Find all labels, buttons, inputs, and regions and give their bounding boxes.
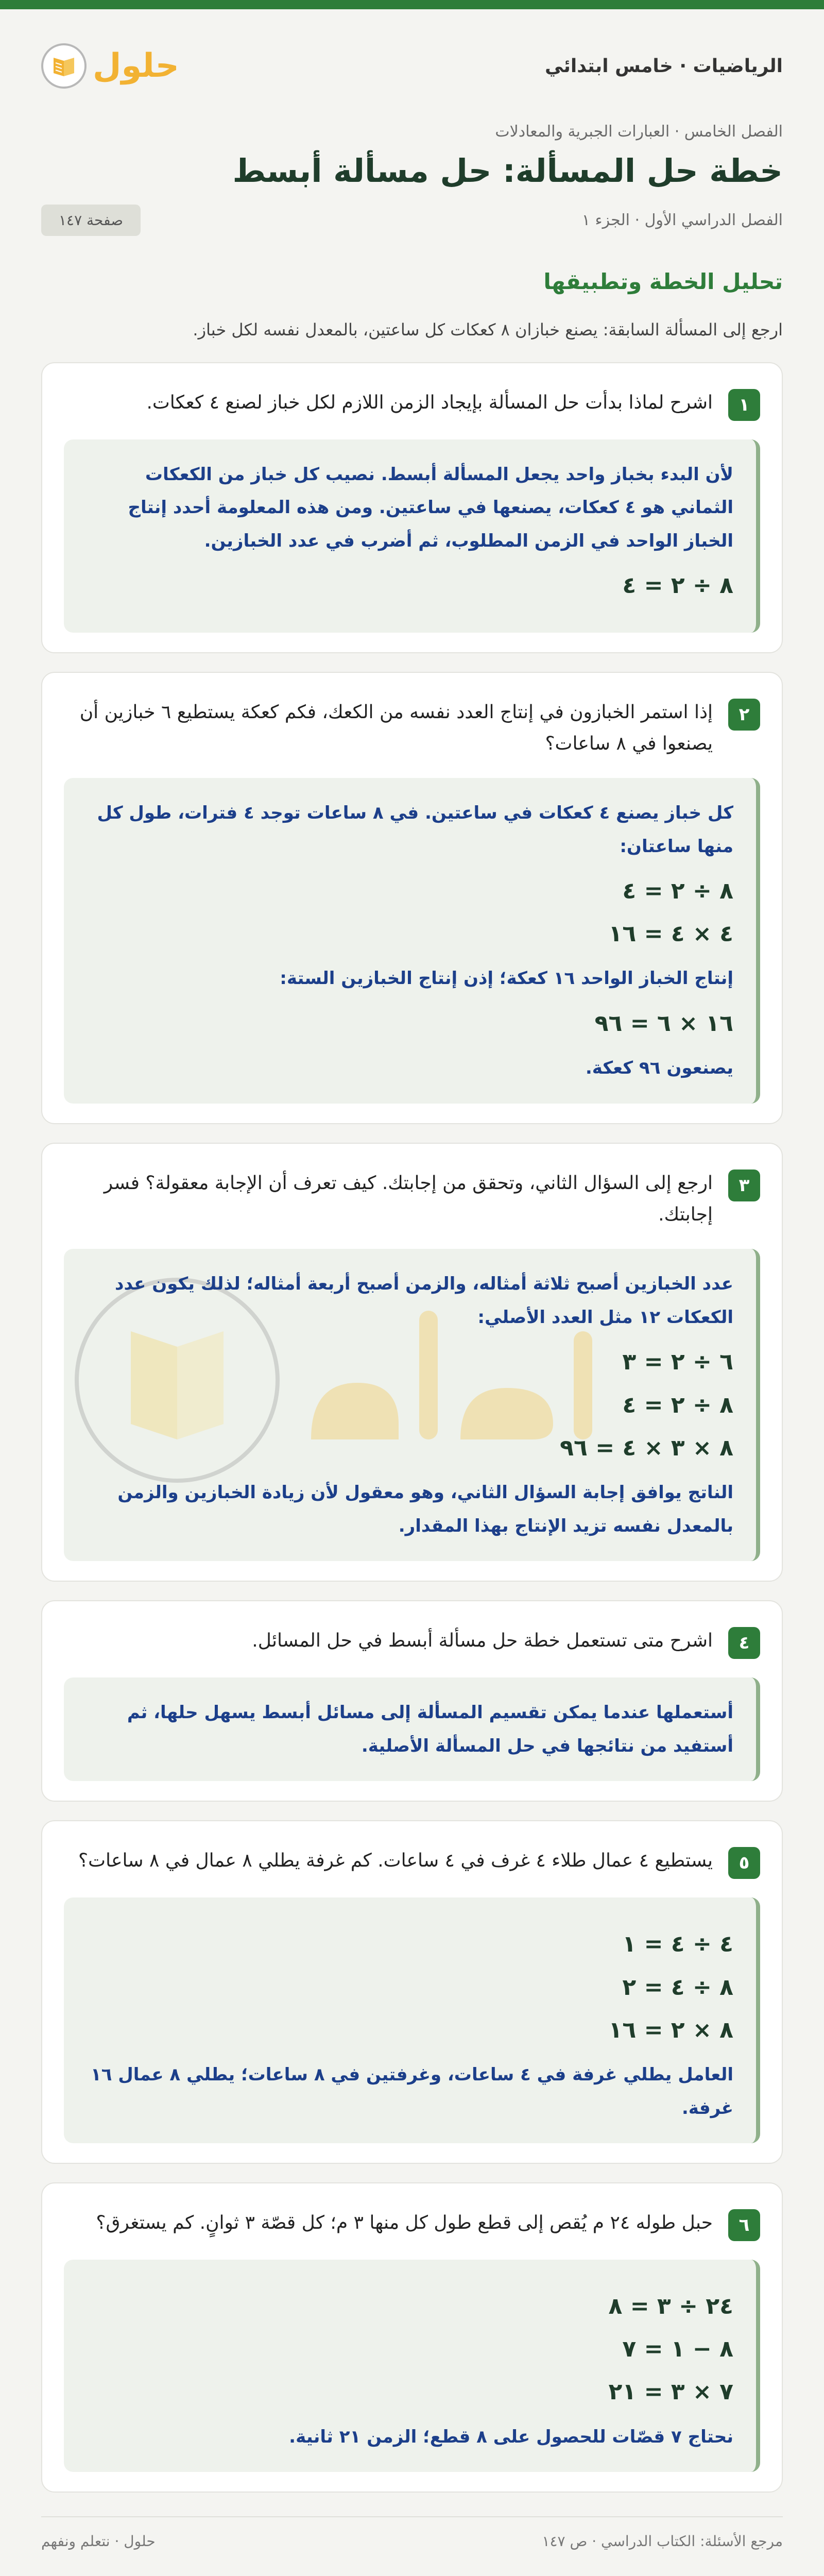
question-card (41, 362, 783, 653)
answer-box (64, 439, 760, 633)
question-card (41, 672, 783, 1124)
answer-text: لأن البدء بخباز واحد يجعل المسألة أبسط. نصيب كل خباز من الكعكات الثماني هو ٤ كعكات، يصنعها في ساعتين. ومن هذه المعلومة أحدد إنتاج الخباز الواحد في الزمن المطلوب، ثم أضرب في عدد الخبازين. (128, 464, 733, 551)
breadcrumb: الفصل الخامس · العبارات الجبرية والمعادلات (495, 123, 783, 141)
term-label: الفصل الدراسي الأول · الجزء ١ (581, 211, 783, 230)
answer-text: الناتج يوافق إجابة السؤال الثاني، وهو معقول لأن زيادة الخبازين والزمن بالمعدل نفسه تزيد الإنتاج بهذا المقدار. (117, 1482, 733, 1536)
top-accent-bar (0, 0, 824, 9)
answer-equation: ٨ × ٣ × ٤ = ٩٦ (560, 1434, 733, 1461)
question-row (64, 1845, 760, 1879)
page (0, 9, 824, 2576)
answer-equation: ٨ − ١ = ٧ (622, 2336, 733, 2363)
question-text: ارجع إلى السؤال الثاني، وتحقق من إجابتك. كيف تعرف أن الإجابة معقولة؟ فسر إجابتك. (104, 1172, 713, 1226)
answer-text: يصنعون ٩٦ كعكة. (585, 1058, 733, 1079)
answer-box (64, 1897, 760, 2143)
question-row (64, 1167, 760, 1230)
answer-equation: ٦ ÷ ٢ = ٣ (622, 1349, 733, 1376)
question-number: ٤ (728, 1627, 760, 1659)
answer-equation: ٨ ÷ ٢ = ٤ (622, 878, 733, 905)
book-icon (41, 43, 87, 89)
question-card (41, 1600, 783, 1802)
answer-box (64, 778, 760, 1104)
answer-text: نحتاج ٧ قصّات للحصول على ٨ قطع؛ الزمن ٢١ ثانية. (289, 2426, 733, 2447)
footer-brand: حلول · نتعلم ونفهم (41, 2533, 156, 2550)
question-text: يستطيع ٤ عمال طلاء ٤ غرف في ٤ ساعات. كم غرفة يطلي ٨ عمال في ٨ ساعات؟ (78, 1850, 713, 1872)
question-number: ٦ (728, 2209, 760, 2241)
question-text: حبل طوله ٢٤ م يُقص إلى قطع طول كل منها ٣ م؛ كل قصّة ٣ ثوانٍ. كم يستغرق؟ (96, 2212, 713, 2234)
answer-box (64, 2260, 760, 2472)
answer-text: إنتاج الخباز الواحد ١٦ كعكة؛ إذن إنتاج الخبازين الستة: (280, 968, 733, 989)
question-text: إذا استمر الخبازون في إنتاج العدد نفسه من الكعك، فكم كعكة يستطيع ٦ خبازين أن يصنعوا في ٨ ساعات؟ (79, 701, 713, 754)
question-row (64, 387, 760, 421)
intro-text: ارجع إلى المسألة السابقة: يصنع خبازان ٨ كعكات كل ساعتين، بالمعدل نفسه لكل خباز. (193, 320, 783, 340)
answer-text: العامل يطلي غرفة في ٤ ساعات، وغرفتين في ٨ ساعات؛ يطلي ٨ عمال ١٦ غرفة. (90, 2064, 733, 2119)
question-number: ١ (728, 389, 760, 421)
question-card (41, 2182, 783, 2493)
answer-equation: ٨ ÷ ٢ = ٤ (622, 572, 733, 599)
logo[interactable] (41, 43, 179, 89)
question-number: ٥ (728, 1847, 760, 1879)
question-row (64, 2207, 760, 2241)
answer-box (64, 1677, 760, 1781)
question-list (41, 362, 783, 2493)
footer (41, 2516, 783, 2576)
answer-equation: ٨ ÷ ٤ = ٢ (622, 1974, 733, 2001)
answer-box (64, 1249, 760, 1561)
question-card (41, 1143, 783, 1582)
answer-equation: ١٦ × ٦ = ٩٦ (594, 1010, 733, 1037)
answer-equation: ٤ ÷ ٤ = ١ (622, 1931, 733, 1958)
answer-text: عدد الخبازين أصبح ثلاثة أمثاله، والزمن أصبح أربعة أمثاله؛ لذلك يكون عدد الكعكات ١٢ مثل العدد الأصلي: (115, 1274, 733, 1328)
question-text: اشرح متى تستعمل خطة حل مسألة أبسط في حل المسائل. (252, 1630, 713, 1652)
answer-text: أستعملها عندما يمكن تقسيم المسألة إلى مسائل أبسط يسهل حلها، ثم أستفيد من نتائجها في حل المسألة الأصلية. (127, 1702, 733, 1756)
section-title: تحليل الخطة وتطبيقها (543, 269, 783, 295)
header (41, 9, 783, 123)
question-row (64, 1625, 760, 1659)
answer-equation: ٨ ÷ ٢ = ٤ (622, 1392, 733, 1418)
page-badge: صفحة ١٤٧ (41, 205, 141, 236)
logo-text: حلول (93, 47, 179, 85)
question-number: ٢ (728, 699, 760, 731)
question-card (41, 1820, 783, 2164)
answer-equation: ٨ × ٢ = ١٦ (608, 2016, 733, 2043)
question-text: اشرح لماذا بدأت حل المسألة بإيجاد الزمن اللازم لكل خباز لصنع ٤ كعكات. (146, 392, 713, 413)
subject-title: الرياضيات · خامس ابتدائي (544, 55, 783, 77)
question-row (64, 697, 760, 759)
meta-row (41, 205, 783, 236)
page-title: خطة حل المسألة: حل مسألة أبسط (232, 152, 783, 190)
answer-equation: ٧ × ٣ = ٢١ (608, 2379, 733, 2405)
answer-equation: ٢٤ ÷ ٣ = ٨ (608, 2293, 733, 2320)
question-number: ٣ (728, 1170, 760, 1201)
footer-source: مرجع الأسئلة: الكتاب الدراسي · ص ١٤٧ (542, 2533, 783, 2550)
answer-equation: ٤ × ٤ = ١٦ (608, 921, 733, 947)
answer-text: كل خباز يصنع ٤ كعكات في ساعتين. في ٨ ساعات توجد ٤ فترات، طول كل منها ساعتان: (97, 802, 733, 857)
